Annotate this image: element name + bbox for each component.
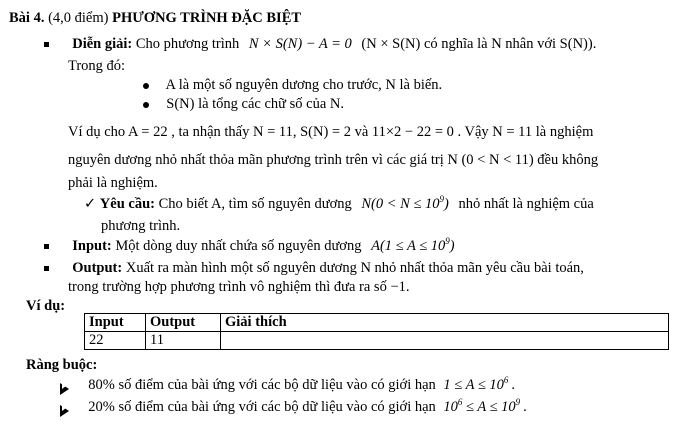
output-label: Output:: [72, 260, 123, 276]
dien-giai-note: (N × S(N) có nghĩa là N nhân với S(N)).: [361, 36, 597, 52]
item-text: A là một số nguyên dương cho trước, N là biến.: [165, 77, 443, 93]
yeu-cau-condition: $N(0 < N \le 10^9)$: [361, 194, 449, 212]
example-line-3: phải là nghiệm.: [68, 175, 158, 191]
output-line-2: trong trường hợp phương trình vô nghiệm thì đưa ra số −1.: [68, 279, 410, 295]
constraint-item: 80% số điểm của bài ứng với các bộ dữ liệu vào có giới hạn $1 \le A \le 10^6$ .: [60, 376, 515, 394]
yeu-cau-label: Yêu cầu:: [99, 196, 155, 212]
example-line-2: nguyên dương nhỏ nhất thỏa mãn phương trình trên vì các giá trị N (0 < N < 11) đều không: [68, 152, 599, 168]
table-row: [85, 332, 669, 350]
vi-du-label: Ví dụ:: [26, 298, 66, 314]
square-bullet-icon: [44, 266, 49, 271]
item-text: S(N) là tổng các chữ số của N.: [166, 96, 345, 112]
table-header-row: [85, 314, 669, 332]
problem-number: Bài 4.: [9, 10, 45, 26]
yeu-cau-text-b: nhỏ nhất là nghiệm của: [458, 196, 594, 212]
list-item: [143, 95, 344, 113]
yeu-cau-line-2: phương trình.: [101, 218, 181, 234]
example-line-1: Ví dụ cho A = 22 , ta nhận thấy N = 11, S(N) = 2 và 11×2 − 22 = 0 . Vậy N = 11 là nghiệm: [68, 124, 594, 140]
arrow-bullet-icon: [60, 380, 71, 392]
list-item: [143, 76, 442, 94]
cell-input: 22: [85, 332, 146, 350]
problem-points: (4,0 điểm): [48, 10, 109, 26]
constraint-text: 80% số điểm của bài ứng với các bộ dữ liệu vào có giới hạn: [88, 377, 436, 393]
problem-name: PHƯƠNG TRÌNH ĐẶC BIỆT: [112, 10, 302, 26]
constraint-condition: $10^6 \le A \le 10^9$: [443, 397, 521, 415]
square-bullet-icon: [44, 244, 49, 249]
input-condition: $A(1 \le A \le 10^9)$: [371, 236, 455, 254]
square-bullet-icon: [44, 42, 49, 47]
output-text: Xuất ra màn hình một số nguyên dương N nhỏ nhất thỏa mãn yêu cầu bài toán,: [125, 260, 584, 276]
rang-buoc-label: Ràng buộc:: [26, 357, 98, 373]
input-text: Một dòng duy nhất chứa số nguyên dương: [115, 238, 362, 254]
constraint-condition: $1 \le A \le 10^6$: [443, 375, 509, 393]
constraint-text: 20% số điểm của bài ứng với các bộ dữ liệu vào có giới hạn: [88, 399, 436, 415]
yeu-cau-line: [84, 195, 594, 213]
constraint-item: 20% số điểm của bài ứng với các bộ dữ liệu vào có giới hạn $10^6 \le A \le 10^9$ .: [60, 398, 527, 416]
problem-title: [9, 9, 301, 27]
header-input: Input: [85, 314, 146, 332]
dot-bullet-icon: [143, 102, 149, 108]
dien-giai-label: Diễn giải:: [72, 36, 133, 52]
cell-output: 11: [146, 332, 221, 350]
check-icon: ✓: [84, 196, 97, 212]
arrow-bullet-icon: [60, 402, 71, 414]
equation: N × S(N) − A = 0: [248, 36, 352, 52]
input-label: Input:: [72, 238, 112, 254]
cell-explanation: [221, 332, 669, 350]
trong-do-label: Trong đó:: [68, 58, 126, 74]
dien-giai-line: [44, 35, 596, 53]
output-line: [44, 259, 584, 277]
dien-giai-text: Cho phương trình: [135, 36, 240, 52]
example-table: [84, 313, 669, 350]
dot-bullet-icon: [143, 83, 149, 89]
header-output: Output: [146, 314, 221, 332]
header-explanation: Giải thích: [221, 314, 669, 332]
yeu-cau-text: Cho biết A, tìm số nguyên dương: [158, 196, 352, 212]
input-line: [44, 237, 455, 255]
